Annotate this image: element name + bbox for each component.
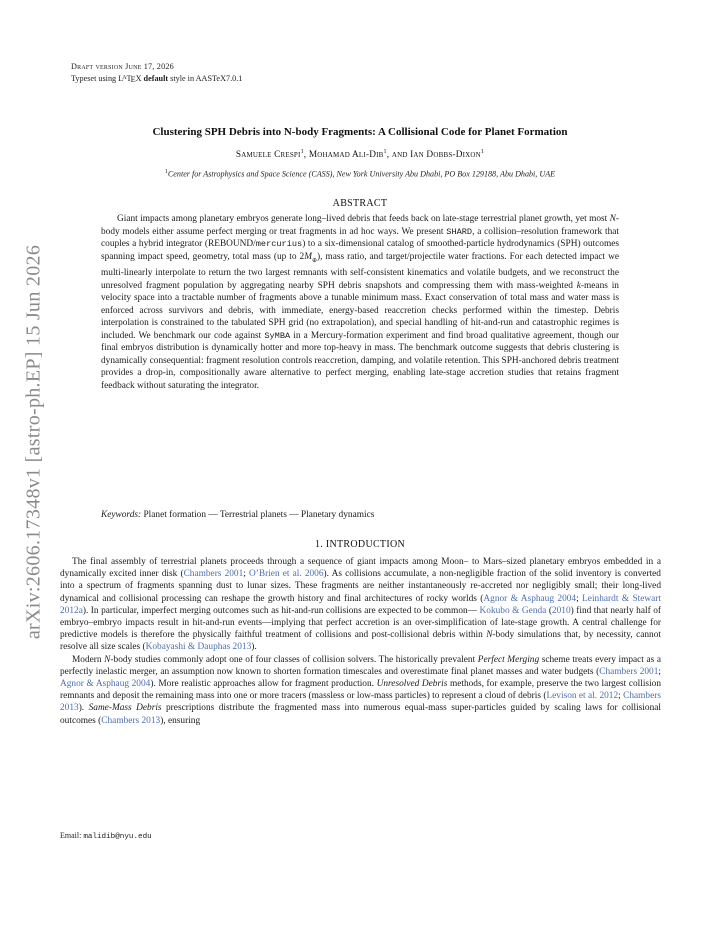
author-3: and Ian Dobbs-Dixon bbox=[391, 150, 481, 161]
citation-link[interactable]: Chambers 2013 bbox=[101, 715, 161, 726]
arxiv-identifier[interactable]: arXiv:2606.17348v1 [astro-ph.EP] 15 Jun 2026 bbox=[22, 244, 45, 640]
section-heading-introduction: 1. INTRODUCTION bbox=[314, 539, 406, 550]
paper-title: Clustering SPH Debris into N-body Fragments: A Collisional Code for Planet Formation bbox=[152, 126, 568, 138]
citation-link[interactable]: Agnor & Asphaug 2004 bbox=[483, 593, 577, 604]
draft-header bbox=[71, 62, 242, 86]
typeset-line: Typeset using $L^ATEX$ default style in AASTeX7.0.1 bbox=[71, 73, 243, 84]
draft-version-line: Draft version June 17, 2026 bbox=[71, 62, 174, 71]
citation-link[interactable]: O’Brien et al. 2006 bbox=[249, 569, 324, 580]
shard-code-name: SHARD bbox=[446, 226, 473, 237]
citation-link[interactable]: 2010 bbox=[551, 605, 571, 616]
abstract-heading: ABSTRACT bbox=[332, 198, 388, 209]
author-list: Samuele Crespi$^1$, Mohamad Ali-Dib$^1$, and Ian Dobbs-Dixon$^1$ bbox=[235, 149, 485, 161]
symba-code-name: SyMBA bbox=[264, 330, 291, 341]
keywords: Keywords: Planet formation — Terrestrial planets — Planetary dynamics bbox=[101, 510, 375, 520]
intro-paragraph-1: The final assembly of terrestrial planets proceeds through a sequence of giant impacts among Moon– to Mars–sized planetary embryos embedded in a dynamically excited inner disk (Chambers 2001; O’Brien et al. 2006). As collisions accumulate, a non-negligible fraction of the solid inventory is converted into a spectrum of fragments spanning dust to lunar sizes. These fragments are neither instantaneously re-accreted nor negligibly small; their long-lived dynamical and collisional processing can reshape the growth history and final architectures of rocky worlds (Agnor & Asphaug 2004; Leinhardt & Stewart 2012a). In particular, imperfect merging outcomes such as hit-and-run collisions are expected to be common— Kokubo & Genda (2010) find that nearly half of embryo–embryo impacts result in hit-and-run events—implying that perfect accretion is an over-simplification of late-stage growth. A central challenge for predictive models is therefore the physically faithful treatment of collisions and post-collisional debris within N-body simulations that, by necessity, cannot resolve all size scales (Kobayashi & Dauphas 2013). bbox=[60, 557, 661, 653]
citation-link[interactable]: Kokubo & Genda bbox=[479, 605, 547, 616]
citation-link[interactable]: Chambers 2013 bbox=[60, 691, 661, 714]
author-2: Mohamad Ali-Dib bbox=[308, 150, 384, 161]
affiliation: $^1$Center for Astrophysics and Space Science (CASS), New York University Abu Dhabi, PO Box 129188, Abu Dhabi, UAE bbox=[164, 169, 556, 179]
introduction-body bbox=[60, 556, 661, 727]
intro-paragraph-2: Modern N-body studies commonly adopt one of four classes of collision solvers. The historically prevalent Perfect Merging scheme treats every impact as a perfectly inelastic merger, an assumption now known to shorten formation timescales and overestimate final planet masses and water budgets (Chambers 2001; Agnor & Asphaug 2004). More realistic approaches allow for fragment production. Unresolved Debris methods, for example, preserve the two largest collision remnants and deposit the remaining mass into one or more tracers (massless or low-mass particles) to represent a cloud of debris (Levison et al. 2012; Chambers 2013). Same-Mass Debris prescriptions distribute the fragmented mass into numerous equal-mass super-particles guided by scaling laws for collisional outcomes (Chambers 2013), ensuring bbox=[60, 654, 662, 726]
email-link[interactable]: malidib@nyu.edu bbox=[83, 833, 152, 841]
author-1: Samuele Crespi bbox=[235, 150, 301, 161]
citation-link[interactable]: Agnor & Asphaug 2004 bbox=[60, 679, 151, 690]
email-footnote: Email: malidib@nyu.edu bbox=[60, 831, 152, 841]
citation-link[interactable]: Chambers 2001 bbox=[599, 666, 659, 677]
abstract-text: Giant impacts among planetary embryos generate long–lived debris that feeds back on late-stage terrestrial planet growth, yet most N-body models either assume perfect merging or treat fragments in ad hoc ways. We present SHARD, a collision–resolution framework that couples a hybrid integrator (REBOUND/mercurius) to a six-dimensional catalog of smoothed-particle hydrodynamics (SPH) outcomes spanning impact speed, geometry, total mass (up to $2M_\oplus$), mass ratio, and target/projectile water fractions. For each detected impact we multi-linearly interpolate to return the two largest remnants with self-consistent kinematics and volatile budgets, and we reconstruct the unresolved fragment population by aggregating nearby SPH debris snapshots and compressing them with mass-weighted k-means in velocity space into a tractable number of fragments above a tunable minimum mass. Exact conservation of total mass and water mass is enforced across survivors and debris, with immediate, energy-based reaccretion checks performed within the timestep. Debris interpolation is constrained to the tabulated SPH grid (no extrapolation), and special handling of hit-and-run and catastrophic regimes is included. We benchmark our code against SyMBA in a Mercury-formation experiment and find broad qualitative agreement, though our final embryos distribution is dynamically hotter and more top-heavy in mass. The benchmark outcome suggests that debris clustering is dynamically consequential: fragment resolution controls reaccretion, damping, and volatile retention. This SPH-anchored debris treatment provides a drop-in, compositionally aware alternative to perfect merging, enabling late-stage accretion studies that retains fragment feedback without saturating the integrator. bbox=[101, 214, 619, 391]
citation-link[interactable]: Kobayashi & Dauphas 2013 bbox=[145, 642, 252, 653]
arxiv-sidebar bbox=[8, 232, 60, 652]
citation-link[interactable]: Leinhardt & Stewart 2012a bbox=[60, 593, 661, 616]
latex-logo: $L^ATEX$ bbox=[118, 73, 142, 84]
citation-link[interactable]: Levison et al. 2012 bbox=[546, 691, 619, 702]
citation-link[interactable]: Chambers 2001 bbox=[183, 569, 244, 580]
